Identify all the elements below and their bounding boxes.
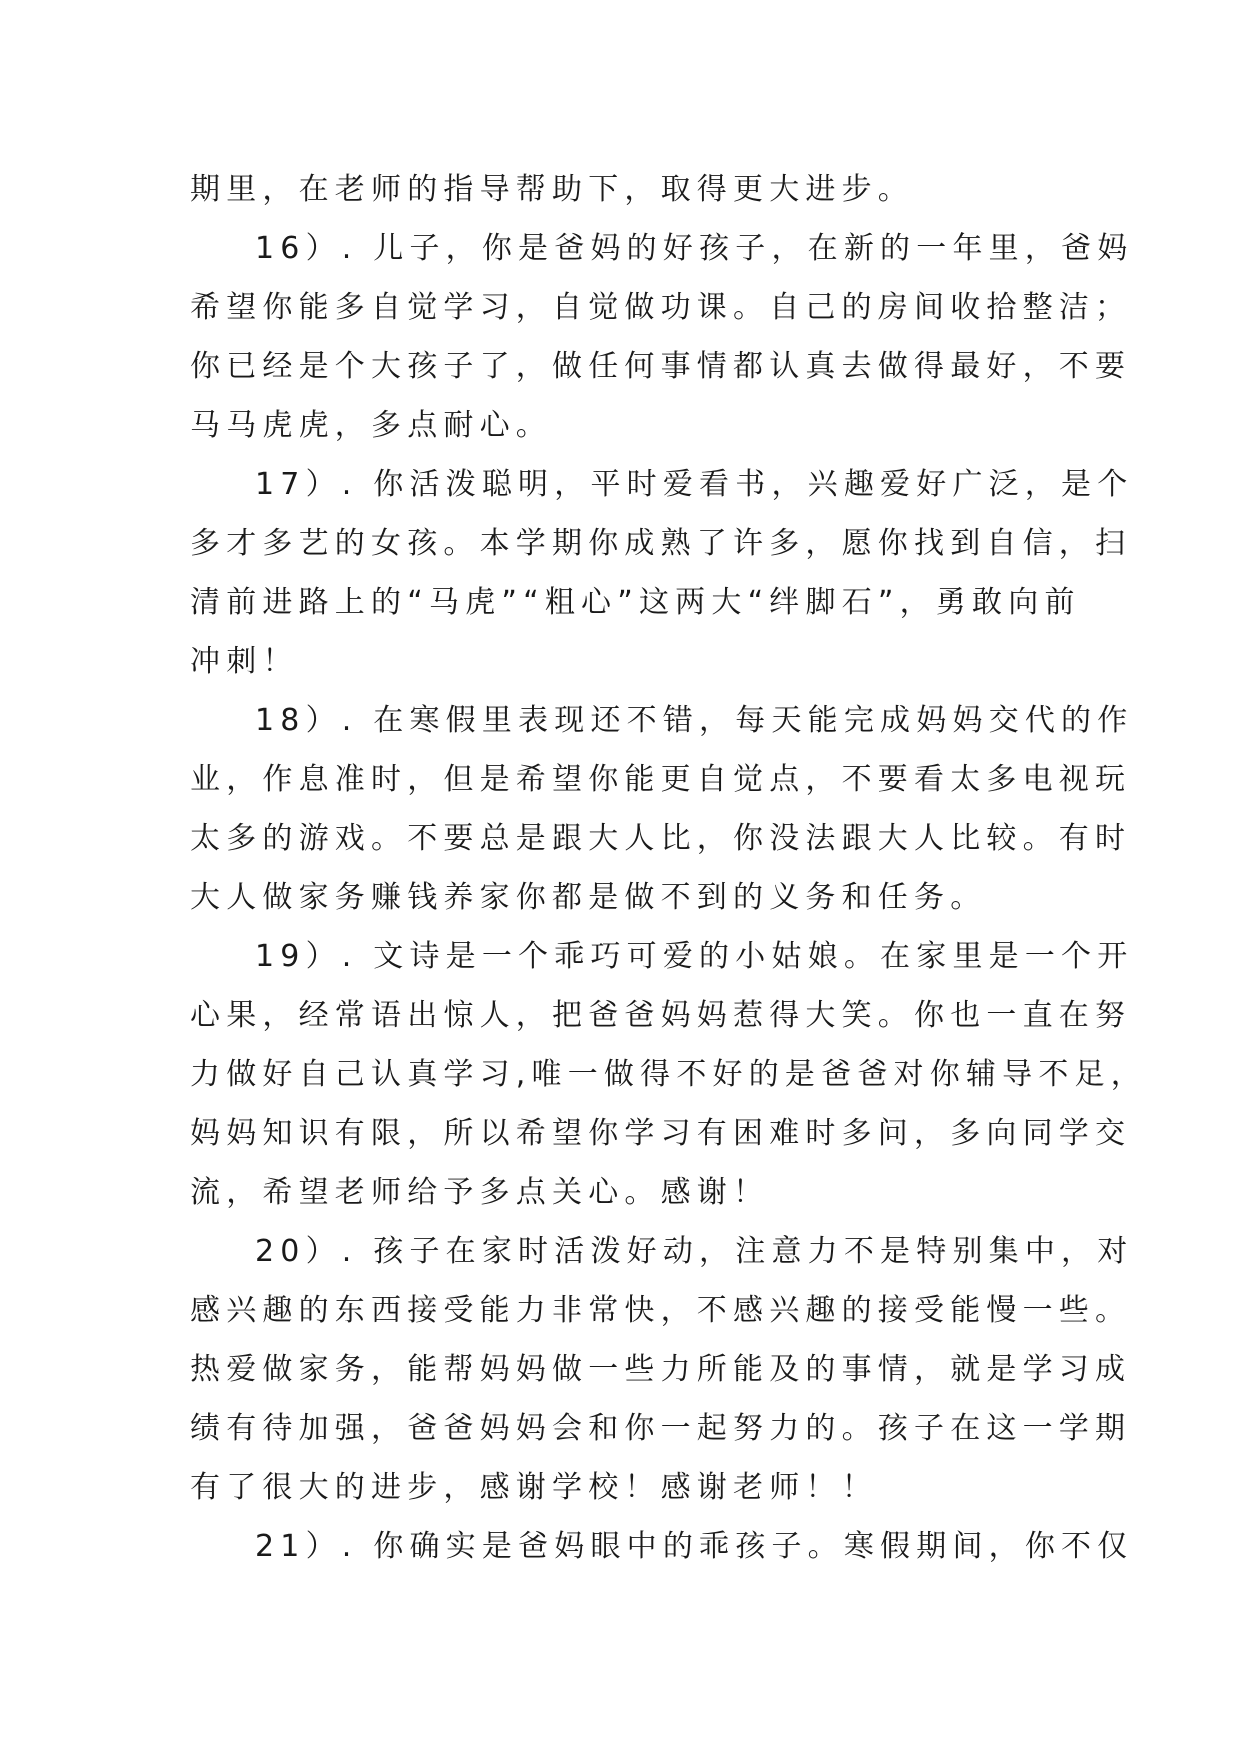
text-line: 力做好自己认真学习,唯一做得不好的是爸爸对你辅导不足，	[190, 1057, 1147, 1092]
text-line: 业，作息准时，但是希望你能更自觉点，不要看太多电视玩	[190, 762, 1132, 797]
item-16-first-line: 16）. 儿子，你是爸妈的好孩子，在新的一年里，爸妈	[255, 231, 1134, 266]
item-17-first-line: 17）. 你活泼聪明，平时爱看书，兴趣爱好广泛，是个	[255, 467, 1134, 502]
text-line: 热爱做家务，能帮妈妈做一些力所能及的事情，就是学习成	[190, 1352, 1132, 1387]
text-line: 大人做家务赚钱养家你都是做不到的义务和任务。	[190, 880, 987, 915]
document-body	[190, 160, 1147, 1576]
item-18-first-line: 18）. 在寒假里表现还不错，每天能完成妈妈交代的作	[255, 703, 1134, 738]
text-line: 期里，在老师的指导帮助下，取得更大进步。	[190, 172, 914, 207]
text-line: 感兴趣的东西接受能力非常快，不感兴趣的接受能慢一些。	[190, 1293, 1132, 1328]
text-line: 心果，经常语出惊人，把爸爸妈妈惹得大笑。你也一直在努	[190, 998, 1132, 1033]
item-21-first-line: 21）. 你确实是爸妈眼中的乖孩子。寒假期间，你不仅	[255, 1529, 1134, 1564]
text-line: 绩有待加强，爸爸妈妈会和你一起努力的。孩子在这一学期	[190, 1411, 1132, 1446]
text-line: 流，希望老师给予多点关心。感谢！	[190, 1175, 770, 1210]
text-line: 多才多艺的女孩。本学期你成熟了许多，愿你找到自信，扫	[190, 526, 1132, 561]
item-19-first-line: 19）. 文诗是一个乖巧可爱的小姑娘。在家里是一个开	[255, 939, 1134, 974]
text-line: 冲刺！	[190, 644, 299, 679]
text-line: 妈妈知识有限，所以希望你学习有困难时多问，多向同学交	[190, 1116, 1132, 1151]
text-line: 太多的游戏。不要总是跟大人比，你没法跟大人比较。有时	[190, 821, 1132, 856]
text-line: 希望你能多自觉学习，自觉做功课。自己的房间收拾整洁；	[190, 290, 1132, 325]
text-line: 马马虎虎，多点耐心。	[190, 408, 552, 443]
text-line: 有了很大的进步，感谢学校！感谢老师！！	[190, 1470, 878, 1505]
text-line: 你已经是个大孩子了，做任何事情都认真去做得最好，不要	[190, 349, 1132, 384]
text-line: 清前进路上的“马虎”“粗心”这两大“绊脚石”，勇敢向前	[190, 585, 1081, 620]
item-20-first-line: 20）. 孩子在家时活泼好动，注意力不是特别集中，对	[255, 1234, 1134, 1269]
